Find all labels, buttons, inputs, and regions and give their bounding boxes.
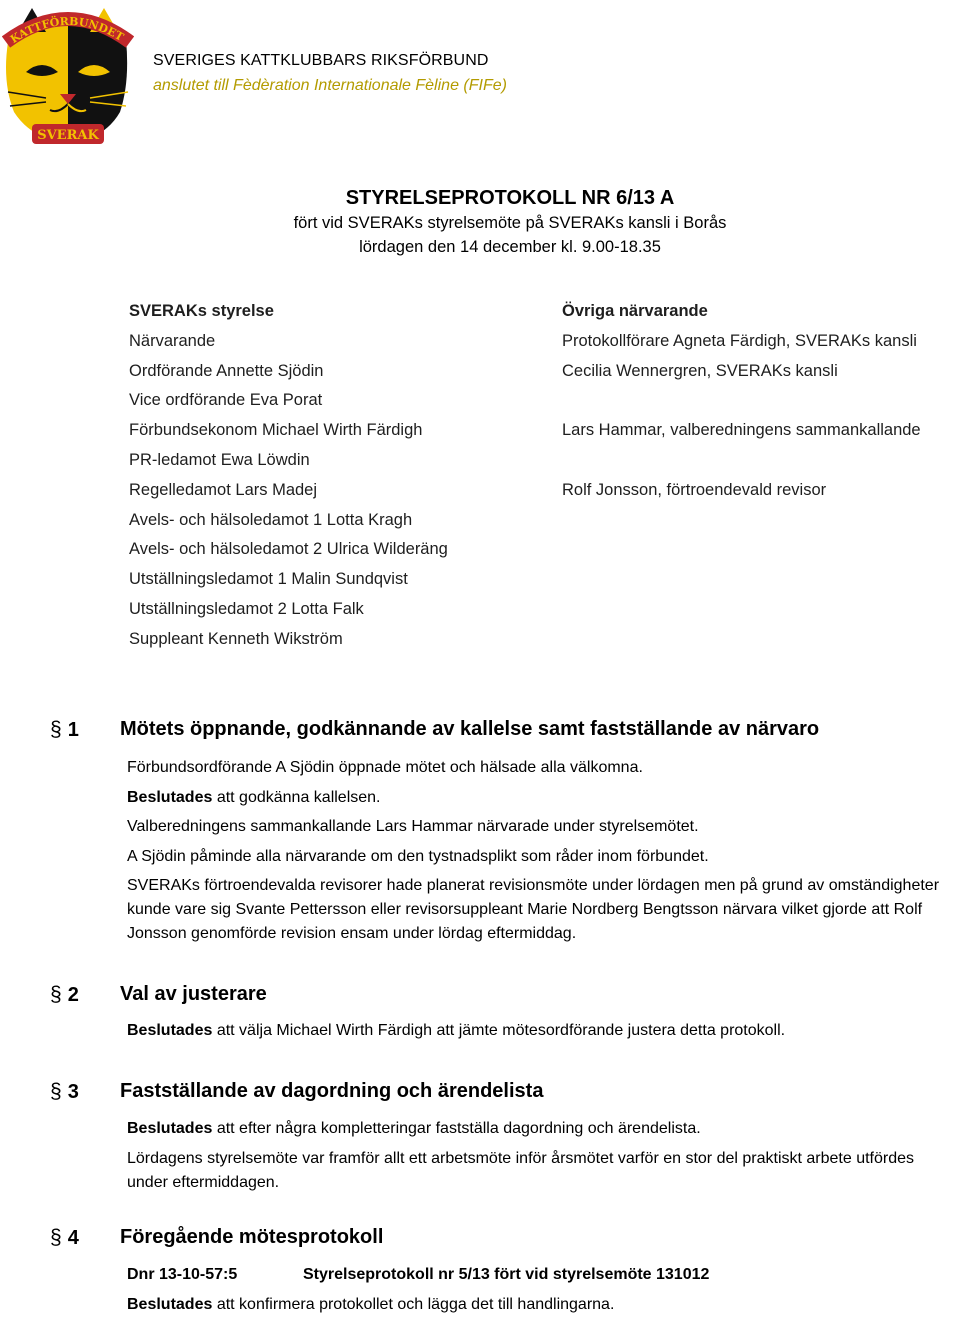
meeting-place: fört vid SVERAKs styrelsemöte på SVERAKs kansli i Borås <box>293 214 727 232</box>
attendee: Rolf Jonsson, förtroendevald revisor <box>562 480 827 499</box>
meeting-date: lördagen den 14 december kl. 9.00-18.35 <box>359 238 661 256</box>
section-number: § 3 <box>50 1080 79 1103</box>
board-member: Avels- och hälsoledamot 1 Lotta Kragh <box>129 510 413 529</box>
others-heading: Övriga närvarande <box>562 302 708 320</box>
attendee: Protokollförare Agneta Färdigh, SVERAKs kansli <box>562 331 917 350</box>
board-member: Avels- och hälsoledamot 2 Ulrica Wilderäng <box>129 540 448 559</box>
attendee: Lars Hammar, valberedningens sammankallande <box>562 421 921 440</box>
section-number: § 1 <box>50 718 79 741</box>
section-title: Fastställande av dagordning och ärendelista <box>120 1080 544 1102</box>
section-body <box>127 1019 957 1049</box>
attendee: Cecilia Wennergren, SVERAKs kansli <box>562 361 838 380</box>
paragraph: Valberedningens sammankallande Lars Hammar närvarade under styrelsemötet. <box>127 818 699 836</box>
paragraph: A Sjödin påminde alla närvarande om den tystnadsplikt som råder inom förbundet. <box>127 847 709 865</box>
section-body <box>127 1263 957 1322</box>
board-member: Förbundsekonom Michael Wirth Färdigh <box>129 421 423 440</box>
section-title: Mötets öppnande, godkännande av kallelse samt fastställande av närvaro <box>120 718 820 740</box>
board-member: PR-ledamot Ewa Löwdin <box>129 450 310 469</box>
board-members-list <box>129 297 448 655</box>
paragraph: Lördagens styrelsemöte var framför allt ett arbetsmöte inför årsmötet varför en stor del praktiskt arbete utfördes under eftermiddagen. <box>127 1149 915 1191</box>
paragraph: Förbundsordförande A Sjödin öppnade mötet och hälsade alla välkomna. <box>127 759 643 776</box>
document-title-block <box>0 185 960 259</box>
section-number: § 2 <box>50 983 79 1006</box>
paragraph: Beslutades att konfirmera protokollet och lägga det till handlingarna. <box>127 1295 615 1313</box>
org-name: SVERIGES KATTKLUBBARS RIKSFÖRBUND <box>153 52 489 69</box>
paragraph: Beslutades att välja Michael Wirth Färdigh att jämte mötesordförande justera detta protokoll. <box>127 1022 786 1039</box>
section-number: § 4 <box>50 1226 79 1249</box>
logo-bottom-text: SVERAK <box>37 128 99 143</box>
board-member: Ordförande Annette Sjödin <box>129 361 324 380</box>
board-member: Suppleant Kenneth Wikström <box>129 629 343 648</box>
board-member: Regelledamot Lars Madej <box>129 480 318 499</box>
dnr-line <box>127 1263 957 1287</box>
dnr-number: Dnr 13-10-57:5 <box>127 1266 238 1283</box>
paragraph: SVERAKs förtroendevalda revisorer hade planerat revisionsmöte under lördagen men på grund av omständigheter kunde vare sig Svante Pettersson eller revisorsuppleant Marie Nordberg Bengtsson närvara vilket gjorde att Rolf Jonsson genomförde revision ensam under lördag eftermiddag. <box>127 877 940 943</box>
present-label: Närvarande <box>129 331 216 350</box>
document-title: STYRELSEPROTOKOLL NR 6/13 A <box>345 187 675 209</box>
org-affiliation: anslutet till Fèdèration Internationale Fèline (FIFe) <box>153 77 507 94</box>
paragraph: Beslutades att godkänna kallelsen. <box>127 788 381 806</box>
sverak-logo <box>2 2 134 150</box>
board-member: Vice ordförande Eva Porat <box>129 391 323 410</box>
board-heading: SVERAKs styrelse <box>129 302 274 320</box>
dnr-text: Styrelseprotokoll nr 5/13 fört vid styrelsemöte 131012 <box>303 1266 710 1283</box>
board-member: Utställningsledamot 1 Malin Sundqvist <box>129 570 408 589</box>
paragraph: Beslutades att efter några kompletteringar fastställa dagordning och ärendelista. <box>127 1120 701 1137</box>
section-body <box>127 756 957 952</box>
logo-top-text: KATTFÖRBUNDET <box>8 14 126 47</box>
section-title: Föregående mötesprotokoll <box>120 1226 384 1248</box>
section-title: Val av justerare <box>120 983 267 1005</box>
other-attendees-list <box>562 297 921 506</box>
section-body <box>127 1117 957 1200</box>
board-member: Utställningsledamot 2 Lotta Falk <box>129 599 364 618</box>
